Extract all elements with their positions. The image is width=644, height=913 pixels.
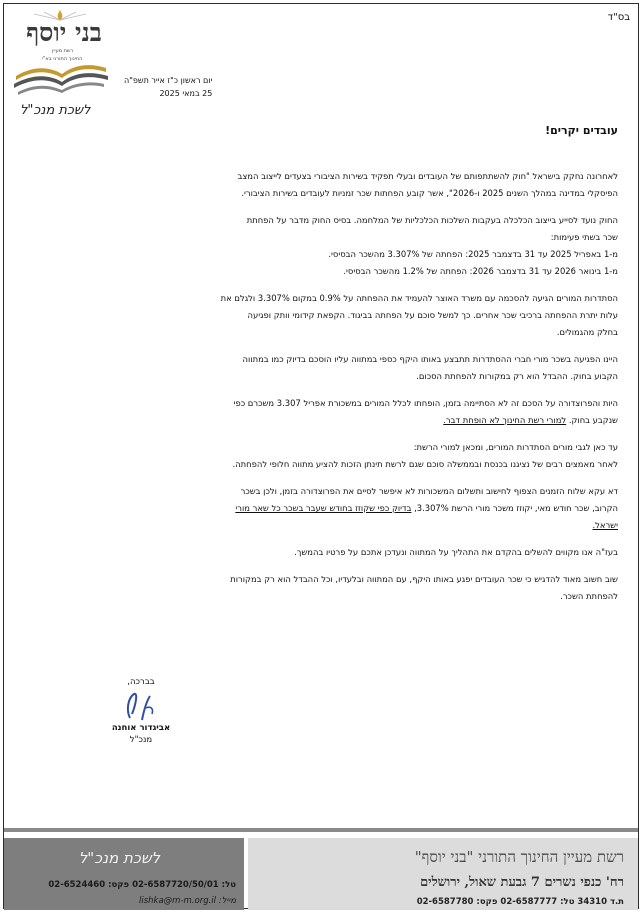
- underlined-text: בדיוק כפי שקוזז בחודש שעבר בשכר כל שאר מורי: [235, 503, 412, 513]
- paragraph-3: [28, 290, 618, 341]
- text-line: בחלק מהגמולים.: [556, 327, 618, 337]
- footer-office-title: לשכת מנכ"ל: [78, 849, 160, 867]
- text-span: שנקבע בחוק.: [566, 415, 618, 425]
- paragraph-4: [28, 351, 618, 385]
- text-line: הפיסקלי במדינה במהלך השנים 2025 ו-2026", אשר קובע הפחתות שכר זמניות לעובדים בשירות הציבורי.: [241, 188, 618, 198]
- signature-name: אביגדור אוחנה: [111, 723, 171, 733]
- text-line: מ-1 באפריל 2025 עד 31 בדצמבר 2025: הפחתה של 3.307% מהשכר הבסיסי.: [328, 249, 618, 259]
- handwritten-signature-icon: [116, 688, 166, 722]
- text-line: עלות יתרת ההפחתה ברכיבי שכר אחרים. כך למשל סוכם על הפחתה בביגוד. הקפאת קידומי וותק ופגיעה: [247, 310, 618, 320]
- footer-divider: [4, 828, 638, 832]
- greeting: עובדים יקרים!: [545, 124, 618, 137]
- letter-body: [28, 168, 618, 615]
- footer-office-phone: טל: 02-6587720/50/01 פקס: 02-6524460: [48, 880, 236, 890]
- bsd-mark: בס"ד: [607, 12, 630, 23]
- paragraph-7: [28, 483, 618, 534]
- footer-network-phone: ת.ד 34310 טל: 02-6587777 פקס: 02-6587780: [416, 897, 624, 907]
- text-line: הקבוע בחוק. ההבדל הוא רק במקורות להפחתת הסכום.: [416, 371, 618, 381]
- footer-network-title: רשת מעיין החינוך התורני "בני יוסף": [414, 848, 624, 866]
- text-line: החוק נועד לסייע בייצוב הכלכלה בעקבות השלכות הכלכליות של המלחמה. בסיס החוק מדבר על הפחתת: [246, 215, 618, 225]
- text-span: הקרוב, שכר חודש מאי, יקוזז משכר מורי הרשת 3.307%,: [411, 503, 618, 513]
- paragraph-6: [28, 439, 618, 473]
- date-hebrew: יום ראשון כ"ז אייר תשפ"ה: [124, 76, 213, 85]
- footer-office-email: מייל: lishka@m-m.org.il: [139, 896, 236, 906]
- signature-block: [104, 676, 178, 746]
- date-block: [124, 74, 212, 100]
- footer-network-panel: [248, 838, 638, 910]
- paragraph-2: [28, 212, 618, 280]
- logo-title: בני יוסף: [26, 18, 102, 47]
- date-gregorian: 25 במאי 2025: [159, 89, 213, 98]
- text-line: היינו הפגיעה בשכר מורי חברי ההסתדרות תתבצע באותו היקף כספי במתווה עליו הוסכם בדיוק כמו במתווה: [242, 354, 618, 364]
- text-line: בעז"ה אנו מקווים להשלים בהקדם את התהליך על המתווה ונעדכן אתכם על פרטיו בהמשך.: [294, 547, 618, 557]
- paragraph-9: [28, 571, 618, 605]
- footer-office-panel: [4, 838, 244, 910]
- text-line: שכר בשתי פעימות:: [550, 232, 618, 242]
- text-line: דא עקא שלוח הזמנים הצפוף לחישוב ותשלום המשכורות לא איפשר לסיים את הפרוצדורה בזמן, ולכן בשכר: [240, 486, 618, 496]
- text-line: הסתדרות המורים הגיעה להסכמה עם משרד האוצר להעמיד את ההפחתה על 0.9% במקום 3.307% ולגלם את: [220, 293, 618, 303]
- signature-closing: בברכה,: [127, 677, 155, 687]
- footer-network-address: רח' כנפי נשרים 7 גבעת שאול, ירושלים: [420, 875, 624, 890]
- text-line: להפחתת השכר.: [560, 591, 618, 601]
- paragraph-5: [28, 395, 618, 429]
- text-line: לאחר מאמצים רבים של נציגנו בכנסת ובממשלה סוכם שגם לרשת תינתן הזכות להציע מתווה חלופי להפחתה.: [232, 459, 618, 469]
- paragraph-1: [28, 168, 618, 202]
- logo-subtitle-1: רשת מעיין: [52, 48, 74, 54]
- logo: [10, 8, 110, 100]
- logo-subtitle-2: החינוך התורני בא"י: [42, 56, 83, 62]
- paragraph-8: [28, 544, 618, 561]
- text-line: מ-1 בינואר 2026 עד 31 בדצמבר 2026: הפחתה של 1.2% מהשכר הבסיסי.: [343, 266, 618, 276]
- text-line: [28, 412, 618, 429]
- text-line: [28, 500, 618, 517]
- text-line: לאחרונה נחקק בישראל "חוק להשתתפותם של העובדים ובעלי תפקיד בשירות הציבורי בצעדים לייצוב המצב: [237, 171, 618, 181]
- text-line: עד כאן לגבי מורים הסתדרות המורים, ומכאן למורי הרשת:: [413, 442, 618, 452]
- underlined-text: ישראל.: [592, 520, 618, 530]
- underlined-text: למורי רשת החינוך לא הופחת דבר.: [443, 415, 567, 425]
- text-line: שוב חשוב מאוד להדגיש כי שכר העובדים יפגע באותו היקף, עם המתווה ובלעדיו, וכל ההבדל הוא רק במקורות: [230, 574, 618, 584]
- office-label: לשכת מנכ"ל: [20, 103, 91, 118]
- text-line: היות והפרוצדורה על הסכם זה לא הסתיימה בזמן, הופחתו לכלל המורים במשכורת אפריל 3.307 משכרם כפי: [233, 398, 618, 408]
- text-line: [28, 517, 618, 534]
- signature-role: מנכ"ל: [129, 735, 153, 745]
